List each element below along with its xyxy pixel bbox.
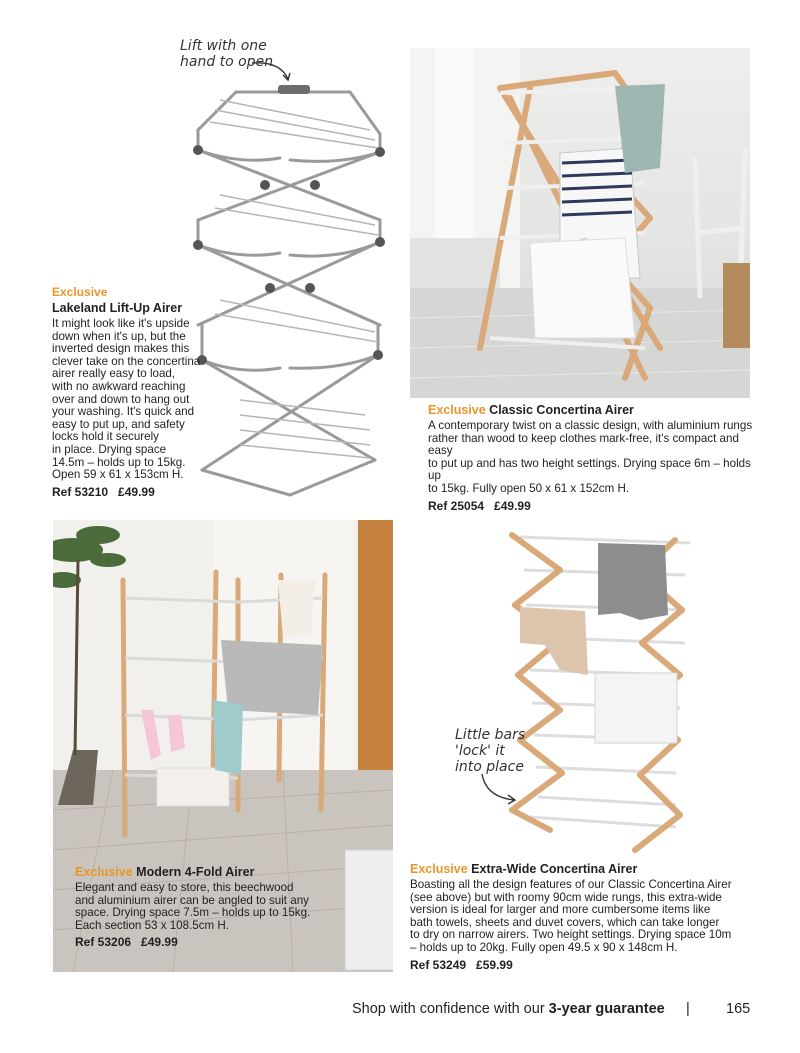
description-line: inverted design makes this: [52, 342, 190, 356]
product-description: [52, 318, 202, 482]
product-heading: [75, 865, 385, 879]
extra-wide-airer-image: [490, 525, 710, 860]
product-ref: [410, 958, 750, 972]
description-line: clever take on the concertina: [52, 354, 201, 368]
description-line: in place. Drying space: [52, 442, 167, 456]
product-name: Classic Concertina Airer: [489, 403, 634, 417]
description-line: down when it's up, but the: [52, 329, 186, 343]
lift-up-airer-text: [52, 285, 202, 499]
exclusive-tag: Exclusive: [52, 285, 108, 299]
price: £49.99: [141, 935, 178, 950]
bars-callout-line-1: Little bars: [455, 727, 526, 743]
description-line: locks hold it securely: [52, 430, 159, 444]
ref-number: Ref 25054: [428, 498, 485, 513]
product-heading: [428, 403, 758, 417]
description-line: Boasting all the design features of our Classic Concertina Airer: [410, 878, 732, 891]
product-name: Extra-Wide Concertina Airer: [471, 862, 638, 876]
description-line: and aluminium airer can be angled to suit any: [75, 893, 309, 907]
ref-number: Ref 53249: [410, 957, 467, 972]
description-line: airer really easy to load,: [52, 367, 176, 381]
bars-callout-line-3: into place: [455, 759, 524, 775]
description-line: over and down to hang out: [52, 392, 190, 406]
lift-callout-arrow-icon: [250, 55, 300, 85]
description-line: It might look like it's upside: [52, 317, 190, 330]
page-number: 165: [726, 1001, 751, 1017]
product-ref: [52, 485, 202, 499]
description-line: bath towels, sheets and duvet covers, which can take longer: [410, 915, 720, 929]
footer-separator: |: [686, 1001, 690, 1017]
product-name: Lakeland Lift-Up Airer: [52, 301, 183, 315]
exclusive-tag: Exclusive: [75, 865, 133, 879]
description-line: to dry on narrow airers. Two height settings. Drying space 10m: [410, 928, 732, 942]
product-description: [428, 420, 758, 496]
bars-callout-line-2: 'lock' it: [455, 743, 505, 759]
ref-number: Ref 53210: [52, 484, 109, 499]
product-name: Modern 4-Fold Airer: [136, 865, 255, 879]
product-ref: [75, 935, 385, 949]
description-line: (see above) but with roomy 90cm wide rungs, this extra-wide: [410, 890, 722, 904]
description-line: rather than wood to keep clothes mark-free, it's compact and easy: [428, 431, 739, 458]
product-description: [410, 879, 750, 955]
product-description: [75, 882, 385, 932]
description-line: Elegant and easy to store, this beechwood: [75, 881, 294, 894]
description-line: version is ideal for larger and more cumbersome items like: [410, 903, 711, 917]
description-line: Open 59 x 61 x 153cm H.: [52, 468, 184, 482]
description-line: Each section 53 x 108.5cm H.: [75, 918, 230, 932]
description-line: to put up and has two height settings. Drying space 6m – holds up: [428, 456, 751, 483]
price: £59.99: [476, 957, 513, 972]
footer-guarantee: [352, 1001, 665, 1017]
product-ref: [428, 499, 758, 513]
lift-callout-line-1: Lift with one: [180, 38, 267, 54]
footer-guarantee-bold: 3-year guarantee: [548, 1001, 665, 1017]
four-fold-airer-text: [75, 865, 385, 949]
extra-wide-airer-text: [410, 862, 750, 972]
description-line: – holds up to 20kg. Fully open 49.5 x 90 x 148cm H.: [410, 940, 678, 954]
exclusive-tag: Exclusive: [428, 403, 486, 417]
lift-up-airer-image: [180, 70, 400, 510]
footer-text: Shop with confidence with our: [352, 1001, 549, 1017]
exclusive-tag: Exclusive: [410, 862, 468, 876]
lift-callout-line-2: hand to open: [180, 54, 274, 70]
bars-callout: [455, 727, 525, 775]
classic-concertina-photo: [410, 48, 750, 398]
bars-callout-arrow-icon: [478, 772, 523, 807]
price: £49.99: [118, 484, 155, 499]
description-line: A contemporary twist on a classic design, with aluminium rungs: [428, 419, 753, 432]
description-line: to 15kg. Fully open 50 x 61 x 152cm H.: [428, 481, 630, 495]
description-line: your washing. It's quick and: [52, 405, 195, 419]
description-line: 14.5m – holds up to 15kg.: [52, 455, 186, 469]
description-line: space. Drying space 7.5m – holds up to 15kg.: [75, 906, 311, 920]
ref-number: Ref 53206: [75, 935, 132, 950]
classic-concertina-text: [428, 403, 758, 513]
description-line: easy to put up, and safety: [52, 417, 185, 431]
description-line: with no awkward reaching: [52, 379, 186, 393]
price: £49.99: [494, 498, 531, 513]
product-heading: [410, 862, 750, 876]
